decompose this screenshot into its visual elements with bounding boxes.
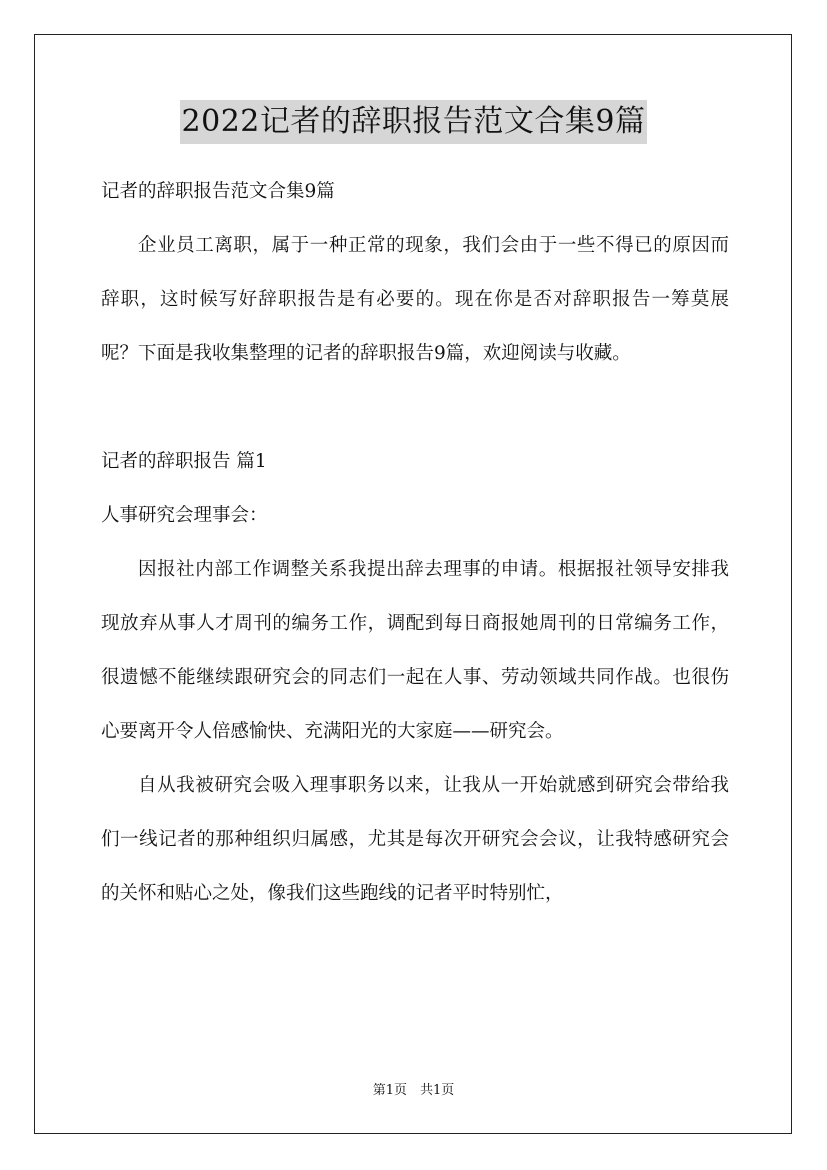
body-paragraph-2: 自从我被研究会吸入理事职务以来，让我从一开始就感到研究会带给我们一线记者的那种组织归属感，尤其是每次开研究会会议，让我特感研究会的关怀和贴心之处，像我们这些跑线的记者平时特别忙， <box>101 775 729 904</box>
page-footer <box>0 1083 827 1099</box>
document-subtitle: 记者的辞职报告范文合集9篇 <box>101 181 335 202</box>
blank-line <box>101 381 729 435</box>
page-number: 第1页 共1页 <box>372 1083 455 1098</box>
document-body <box>101 165 729 921</box>
salutation: 人事研究会理事会： <box>101 505 268 526</box>
body-paragraph-1: 因报社内部工作调整关系我提出辞去理事的申请。根据报社领导安排我现放弃从事人才周刊的编务工作，调配到每日商报她周刊的日常编务工作，很遗憾不能继续跟研究会的同志们一起在人事、劳动领域共同作战。也很伤心要离开令人倍感愉快、充满阳光的大家庭——研究会。 <box>101 559 729 742</box>
document-title: 2022记者的辞职报告范文合集9篇 <box>180 100 648 144</box>
document-title-block <box>0 100 827 144</box>
section-heading: 记者的辞职报告 篇1 <box>101 451 267 472</box>
intro-paragraph: 企业员工离职，属于一种正常的现象，我们会由于一些不得已的原因而辞职，这时候写好辞职报告是有必要的。现在你是否对辞职报告一筹莫展呢？下面是我收集整理的记者的辞职报告9篇，欢迎阅读与收藏。 <box>101 235 729 364</box>
